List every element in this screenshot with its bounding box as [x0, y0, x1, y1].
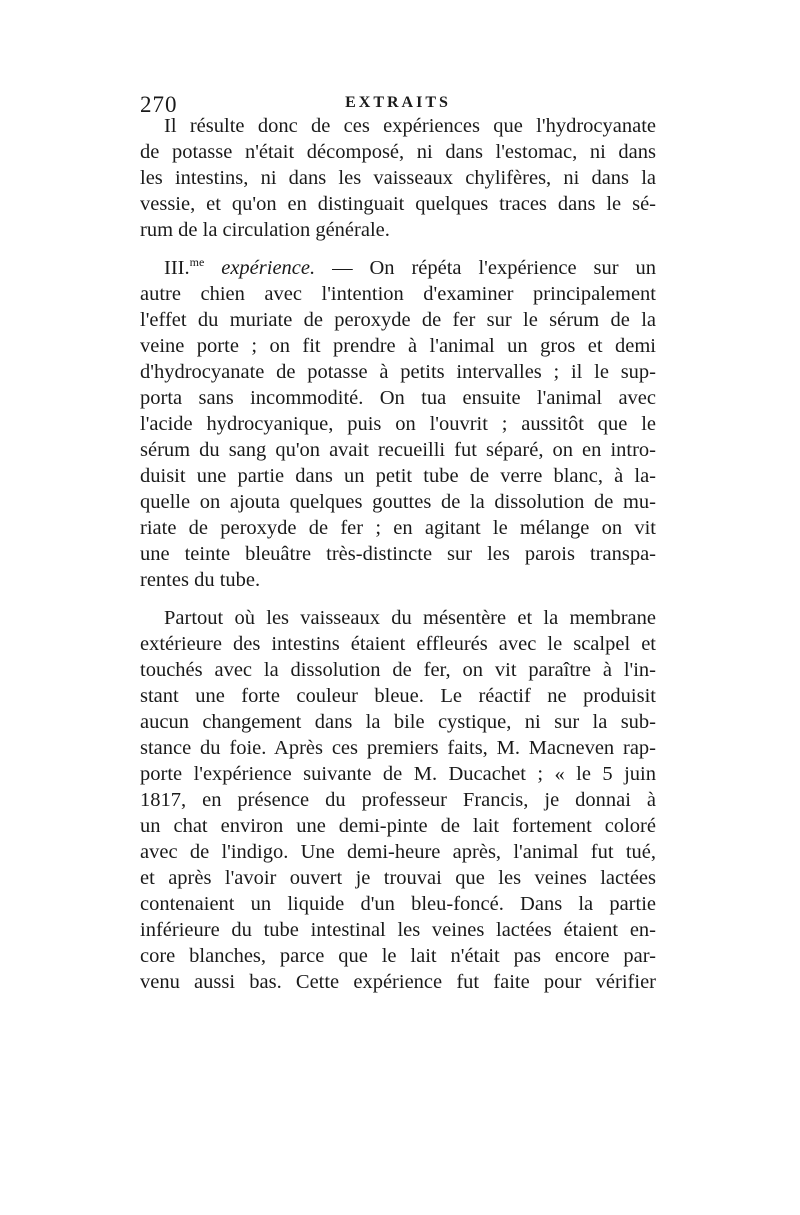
text-line: vessie, et qu'on en distinguait quelques traces dans le sé-: [140, 193, 656, 215]
paragraph-2: [140, 255, 656, 593]
paragraph-3: [140, 605, 656, 995]
text-line: stant une forte couleur bleue. Le réactif ne produisit: [140, 685, 656, 707]
text-line: autre chien avec l'intention d'examiner principalement: [140, 283, 656, 305]
text-line: l'acide hydrocyanique, puis on l'ouvrit ; aussitôt que le: [140, 413, 656, 435]
experiment-label: expérience.: [221, 257, 316, 279]
text-line: quelle on ajouta quelques gouttes de la dissolution de mu-: [140, 491, 656, 513]
text-line: sérum du sang qu'on avait recueilli fut séparé, on en intro-: [140, 439, 656, 461]
text-line: rum de la circulation générale.: [140, 219, 390, 241]
text-line: Partout où les vaisseaux du mésentère et la membrane: [164, 607, 656, 629]
text-line: d'hydrocyanate de potasse à petits intervalles ; il le sup-: [140, 361, 656, 383]
text-line: duisit une partie dans un petit tube de verre blanc, à la-: [140, 465, 656, 487]
text-line: [140, 255, 656, 281]
text-line: stance du foie. Après ces premiers faits, M. Macneven rap-: [140, 737, 656, 759]
text-line: rentes du tube.: [140, 569, 261, 591]
paragraph-1: [140, 113, 656, 243]
page-number: 270: [140, 92, 178, 117]
text-line: les intestins, ni dans les vaisseaux chylifères, ni dans la: [140, 167, 656, 189]
text-line: riate de peroxyde de fer ; en agitant le mélange on vit: [140, 517, 656, 539]
text-line: venu aussi bas. Cette expérience fut faite pour vérifier: [140, 971, 656, 993]
text-line: contenaient un liquide d'un bleu-foncé. Dans la partie: [140, 893, 656, 915]
text-line: l'effet du muriate de peroxyde de fer sur le sérum de la: [140, 309, 656, 331]
text-line: porta sans incommodité. On tua ensuite l'animal avec: [140, 387, 656, 409]
text-line: extérieure des intestins étaient effleurés avec le scalpel et: [140, 633, 656, 655]
text-line: touchés avec la dissolution de fer, on vit paraître à l'in-: [140, 659, 656, 681]
ordinal-superscript: me: [189, 255, 205, 269]
text-line: aucun changement dans la bile cystique, ni sur la sub-: [140, 711, 656, 733]
text-line: core blanches, parce que le lait n'était pas encore par-: [140, 945, 656, 967]
text-line: une teinte bleuâtre très-distincte sur les parois transpa-: [140, 543, 656, 565]
experiment-number: III.: [164, 257, 190, 279]
text-line: 1817, en présence du professeur Francis, je donnai à: [140, 789, 656, 811]
text-line-continuation: — On répéta l'expérience sur un: [332, 257, 657, 279]
text-line: porte l'expérience suivante de M. Ducachet ; « le 5 juin: [140, 763, 656, 785]
text-line: un chat environ une demi-pinte de lait fortement coloré: [140, 815, 656, 837]
running-title: EXTRAITS: [345, 94, 451, 111]
text-line: avec de l'indigo. Une demi-heure après, l'animal fut tué,: [140, 841, 656, 863]
text-line: Il résulte donc de ces expériences que l'hydrocyanate: [164, 115, 656, 137]
text-line: de potasse n'était décomposé, ni dans l'estomac, ni dans: [140, 141, 656, 163]
text-line: et après l'avoir ouvert je trouvai que les veines lactées: [140, 867, 656, 889]
body-text: [140, 113, 656, 995]
text-line: veine porte ; on fit prendre à l'animal un gros et demi: [140, 335, 656, 357]
text-line: inférieure du tube intestinal les veines lactées étaient en-: [140, 919, 656, 941]
